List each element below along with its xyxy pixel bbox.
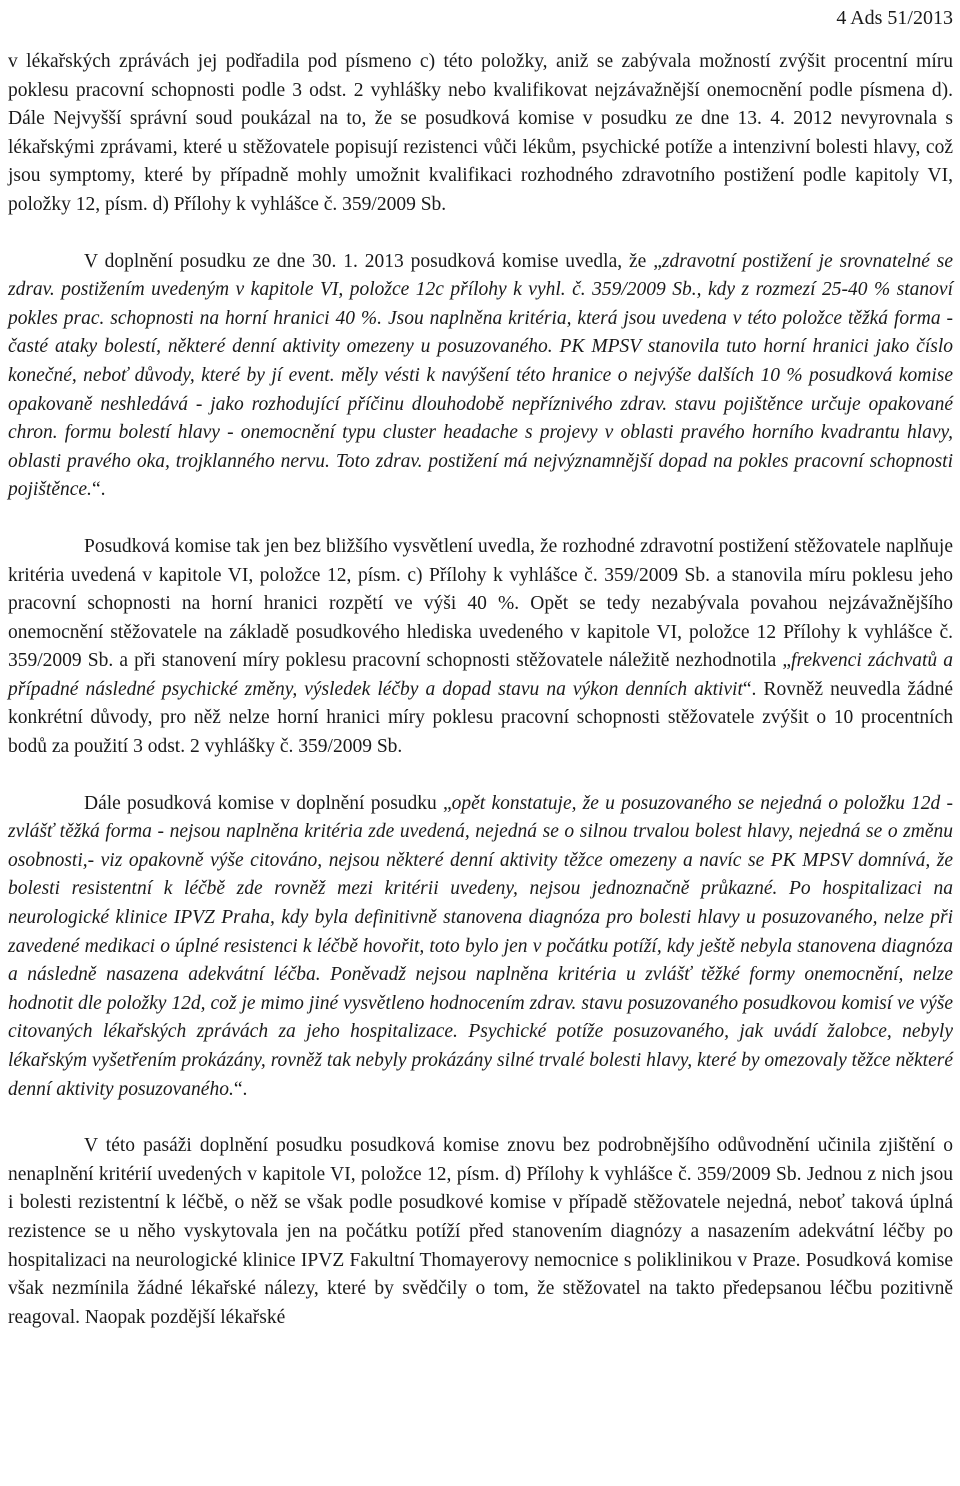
- paragraph-3-quote: frekvenci záchvatů a případné následné psychické změny, výsledek léčby a dopad stavu na výkon denních aktivit: [8, 650, 954, 700]
- paragraph-4: [8, 790, 953, 1105]
- paragraph-4-tail: “.: [233, 1078, 248, 1100]
- paragraph-2: [8, 248, 953, 505]
- paragraph-1: [8, 48, 953, 220]
- paragraph-3: [8, 533, 953, 762]
- paragraph-5-text: V této pasáži doplnění posudku posudková komise znovu bez podrobnějšího odůvodnění učinila zjištění o nenaplnění kritérií uvedených v kapitole VI, položce 12, písm. d) Přílohy k vyhlášce č. 359/2009 Sb. Jednou z nich jsou i bolesti rezistentní k léčbě, o něž se však podle posudkové komise v případě stěžovatele nejedná, neboť taková úplná rezistence se u něho vyskytovala jen na počátku potíží před stanovením diagnózy a nasazením adekvátní léčby po hospitalizaci na neurologické klinice IPVZ Fakultní Thomayerovy nemocnice s poliklinikou v Praze. Posudková komise však nezmínila žádné lékařské nálezy, které by svědčily o tom, že stěžovatel na takto předepsanou léčbu pozitivně reagoval. Naopak pozdější lékařské: [8, 1135, 953, 1328]
- paragraph-2-quote: zdravotní postižení je srovnatelné se zdrav. postižením uvedeným v kapitole VI, položce 12c přílohy k vyhl. č. 359/2009 Sb., kdy z rozmezí 25-40 % stanoví pokles prac. schopnosti na horní hranici 40 %. Jsou naplněna kritéria, která jsou uvedena v této položce těžká forma - časté ataky bolestí, některé denní aktivity omezeny u posuzovaného. PK MPSV stanovila tuto horní hranici jako číslo konečné, neboť důvody, které by jí event. měly vésti k navýšení této hranice o nejvýše dalších 10 % posudková komise opakovaně neshledává - jako rozhodující příčinu dlouhodobě nepříznivého zdrav. stavu pojištěnce určuje opakované chron. formu bolestí hlavy - onemocnění typu cluster headache s projevy v oblasti pravého horního kvadrantu hlavy, oblasti pravého oka, trojklanného nervu. Toto zdrav. postižení má nejvýznamnější dopad na pokles pracovní schopnosti pojištěnce.: [8, 250, 953, 501]
- paragraph-4-text: Dále posudková komise v doplnění posudku „: [84, 792, 452, 814]
- paragraph-2-text: V doplnění posudku ze dne 30. 1. 2013 posudková komise uvedla, že „: [84, 250, 662, 272]
- paragraph-5: [8, 1132, 953, 1332]
- paragraph-3-tail: “. Rovněž neuvedla žádné konkrétní důvody, pro něž nelze horní hranici míry poklesu pracovní schopnosti stěžovatele zvýšit o 10 procentních bodů za použití 3 odst. 2 vyhlášky č. 359/2009 Sb.: [8, 678, 953, 758]
- paragraph-3-text: Posudková komise tak jen bez bližšího vysvětlení uvedla, že rozhodné zdravotní postižení stěžovatele naplňuje kritéria uvedená v kapitole VI, položce 12, písm. c) Přílohy k vyhlášce č. 359/2009 Sb. a stanovila míru poklesu jeho pracovní schopnosti na horní hranici rozpětí ve výši 40 %. Opět se tedy nezabývala povahou nejzávažnějšího onemocnění stěžovatele na základě posudkového hlediska uvedeného v kapitole VI, položce 12 Přílohy k vyhlášce č. 359/2009 Sb. a při stanovení míry poklesu pracovní schopnosti stěžovatele náležitě nezhodnotila „: [8, 535, 953, 672]
- paragraph-4-quote: opět konstatuje, že u posuzovaného se nejedná o položku 12d - zvlášť těžká forma - nejsou naplněna kritéria zde uvedená, nejedná se o silnou trvalou bolest hlavy, nejedná se o změnu osobnosti,- viz opakovně výše citováno, nejsou některé denní aktivity těžce omezeny a navíc se PK MPSV domnívá, že bolesti resistentní k léčbě zde rovněž mezi kritérii uvedeny, nejsou jednoznačně průkazné. Po hospitalizaci na neurologické klinice IPVZ Praha, kdy byla definitivně stanovena diagnóza pro bolesti hlavy u posuzovaného, nelze při zavedené medikaci o úplné resistenci k léčbě hovořit, toto bylo jen v počátku potíží, kdy ještě nebyla stanovena diagnóza a následně nasazena adekvátní léčba. Poněvadž nejsou naplněna kritéria u zvlášť těžké formy onemocnění, nelze hodnotit dle položky 12d, což je mimo jiné vysvětleno hodnocením zdrav. stavu posuzovaného posudkovou komisí ve výše citovaných lékařských zprávách za jeho hospitalizace. Psychické potíže posuzovaného, jak uvádí žalobce, nebyly lékařským vyšetřením prokázány, rovněž tak nebyly prokázány silné trvalé bolesti hlavy, které by omezovaly těžce některé denní aktivity posuzovaného.: [8, 792, 953, 1100]
- paragraph-2-tail: “.: [91, 479, 106, 501]
- paragraph-1-text: v lékařských zprávách jej podřadila pod písmeno c) této položky, aniž se zabývala možností zvýšit procentní míru poklesu pracovní schopnosti podle 3 odst. 2 vyhlášky nebo kvalifikovat nejzávažnější onemocnění podle písmena d). Dále Nejvyšší správní soud poukázal na to, že se posudková komise v posudku ze dne 13. 4. 2012 nevyrovnala s lékařskými zprávami, které u stěžovatele popisují rezistenci vůči lékům, psychické potíže a intenzivní bolesti hlavy, což jsou symptomy, které by případně mohly umožnit kvalifikaci rozhodného zdravotního postižení podle kapitoly VI, položky 12, písm. d) Přílohy k vyhlášce č. 359/2009 Sb.: [8, 51, 953, 215]
- page-header: 4 Ads 51/2013: [836, 7, 953, 29]
